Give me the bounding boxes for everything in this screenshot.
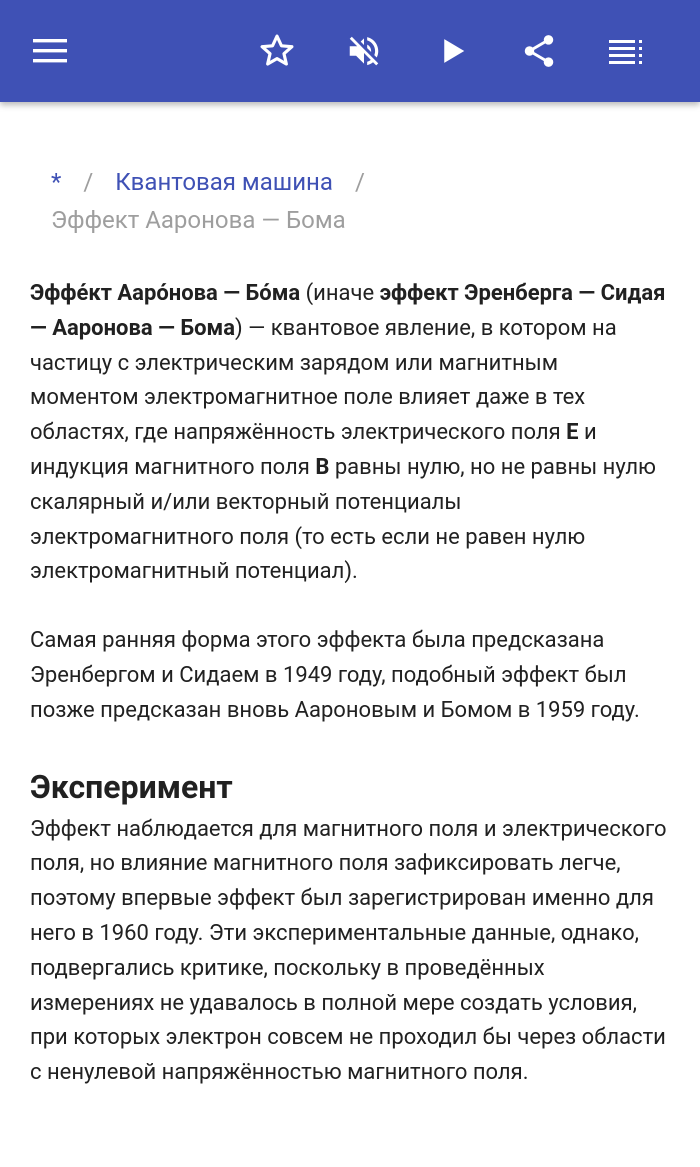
share-icon	[520, 31, 558, 71]
symbol-b: B	[315, 454, 330, 480]
star-outline-icon	[258, 32, 296, 70]
play-button[interactable]	[424, 22, 482, 80]
mute-button[interactable]	[335, 22, 393, 80]
breadcrumb-root-link[interactable]: *	[51, 168, 62, 196]
volume-off-icon	[345, 32, 383, 70]
article-history-paragraph: Самая ранняя форма этого эффекта была предсказана Эренбергом и Сидаем в 1949 году, подобный эффект был позже предсказан вновь Аароновым и Бомом в 1959 году.	[30, 628, 640, 723]
contents-button[interactable]	[598, 22, 656, 80]
favorite-button[interactable]	[248, 22, 306, 80]
section-heading-experiment: Эксперимент	[30, 767, 233, 806]
list-contents-icon	[609, 38, 645, 64]
article-content	[30, 102, 670, 1091]
paragraph-text: и индукция магнитного поля	[30, 420, 597, 480]
share-button[interactable]	[510, 22, 568, 80]
article-intro-paragraph	[30, 277, 670, 590]
article-alt-term: эффект Эренберга — Сидая — Ааронова — Бома	[30, 281, 666, 341]
app-bar	[0, 0, 700, 102]
paragraph-text: равны нулю, но не равны нулю скалярный и/или векторный потенциалы электромагнитного поля (то есть если не равен нулю электромагнитный потенциал).	[30, 454, 657, 585]
menu-button[interactable]	[22, 22, 80, 80]
breadcrumb-current: Эффект Ааронова — Бома	[51, 206, 346, 234]
article-term: Эффе́кт Ааро́нова — Бо́ма	[30, 281, 301, 306]
breadcrumb	[30, 163, 670, 239]
article-experiment-paragraph: Эффект наблюдается для магнитного поля и электрического поля, но влияние магнитного поля зафиксировать легче, поэтому впервые эффект был зарегистрирован именно для него в 1960 году. Эти экспериментальные данные, однако, подвергались критике, поскольку в проведённых измерениях не удавалось в полной мере создать условия, при которых электрон совсем не проходил бы через области с ненулевой напряжённостью магнитного поля.	[30, 816, 667, 1086]
paragraph-text: (иначе	[300, 281, 380, 306]
paragraph-text: ) — квантовое явление, в котором на частицу с электрическим зарядом или магнитным моментом электромагнитное поле влияет даже в тех областях, где напряжённость электрического поля	[30, 315, 617, 446]
breadcrumb-parent-link[interactable]: Квантовая машина	[115, 168, 333, 196]
symbol-e: E	[566, 420, 579, 446]
breadcrumb-separator: /	[83, 168, 94, 196]
breadcrumb-separator: /	[354, 168, 365, 196]
hamburger-menu-icon	[33, 38, 69, 64]
play-icon	[438, 36, 468, 66]
